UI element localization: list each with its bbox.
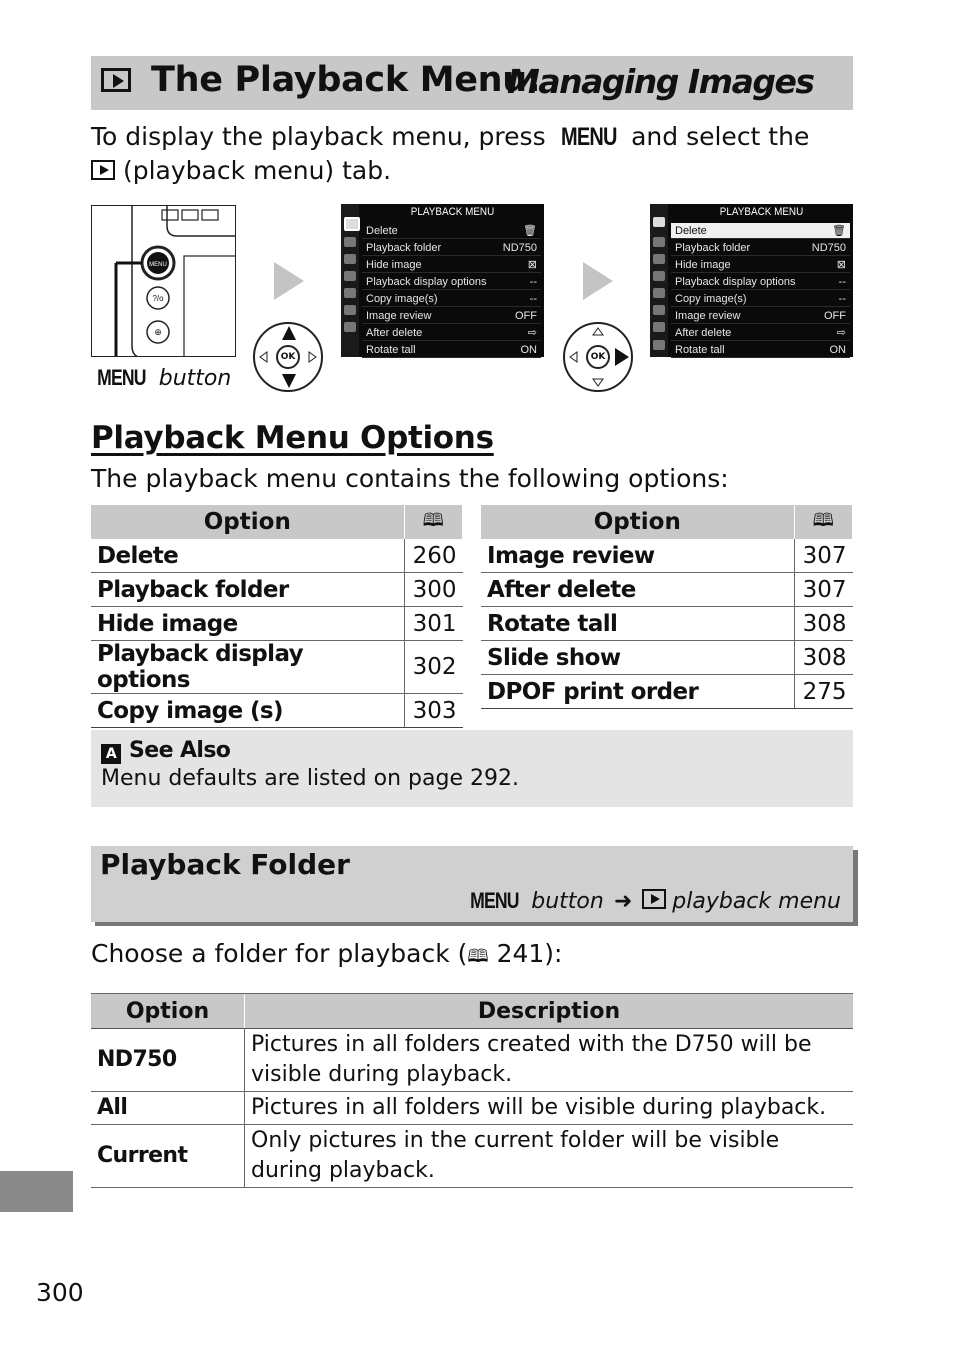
svg-text:MENU: MENU [149,262,167,268]
row-value: -- [529,293,537,305]
multi-selector-right [563,322,633,392]
row-label: Image review [366,310,432,322]
row-value: -- [529,276,537,288]
menu-row-display-options [671,274,850,290]
options-table-left [91,505,463,728]
table-header [481,505,853,539]
row-label: Hide image [366,259,422,271]
row-label: Rotate tall [366,344,416,356]
option-name: Image review [481,539,794,573]
my-menu-tab-icon [653,322,665,332]
option-page: 308 [794,607,852,641]
row-value: OFF [515,310,537,322]
menu-row-image-review [671,308,850,324]
menu-row-delete [671,223,850,239]
table-row [91,694,463,728]
row-label: Delete [366,225,398,237]
table-row [481,607,853,641]
option-name: ND750 [91,1029,245,1092]
options-table-right [481,505,853,709]
playback-tab-icon [642,889,666,909]
playback-folder-intro [91,937,562,974]
row-label: Playback display options [675,276,796,288]
row-value: ON [520,344,537,356]
menu-path-menu-name: playback menu [672,889,841,914]
multi-selector-up-down [253,322,323,392]
menu-row-hide-image [362,257,541,273]
movie-tab-icon [344,254,356,264]
playback-tab-icon [91,160,115,180]
menu-path-menu-word: MENU [469,888,519,913]
playback-icon [101,68,131,92]
ok-button-icon: OK [276,345,300,369]
book-icon: 🕮 [422,510,444,531]
row-label: Copy image(s) [675,293,747,305]
row-label: Image review [675,310,741,322]
arrow-right-icon: ➜ [613,889,633,914]
table-row [481,573,853,607]
table-row [91,641,463,694]
option-page: 303 [404,694,462,728]
svg-text:?/o: ?/o [152,294,164,303]
shooting-tab-icon [653,237,665,247]
book-icon: 🕮 [812,510,834,531]
option-name: Current [91,1125,245,1188]
option-page: 301 [404,607,462,641]
row-label: Delete [675,225,707,237]
custom-tab-icon [344,271,356,281]
table-row [91,1092,853,1125]
see-also-box [91,730,853,807]
box-shadow [853,850,858,926]
screen-header: PLAYBACK MENU [719,206,804,218]
table-row [91,573,463,607]
option-description: Pictures in all folders created with the D750 will be visible during playback. [245,1029,854,1092]
setup-tab-icon [653,288,665,298]
intro-text-3: (playback menu) tab. [115,156,392,185]
movie-tab-icon [653,254,665,264]
col-option: Option [91,505,404,539]
menu-button-label: MENU [560,123,617,151]
retouch-tab-icon [344,305,356,315]
row-label: After delete [366,327,423,339]
page-title: The Playback Menu: [151,60,541,100]
option-name: Hide image [91,607,404,641]
table-row [91,607,463,641]
option-name: Slide show [481,641,794,675]
playback-tab-icon [653,217,665,227]
caption-menu-word: MENU [97,365,146,390]
row-value: -- [838,276,846,288]
playback-folder-header-box [91,846,858,926]
section-heading-playback-folder: Playback Folder [100,848,350,881]
menu-path-button: button [524,889,604,914]
menu-row-rotate-tall [671,342,850,358]
page-number: 300 [36,1278,84,1307]
section-heading-options: Playback Menu Options [91,420,494,456]
row-label: After delete [675,327,732,339]
row-value: ⇨ [527,327,537,339]
custom-tab-icon [653,271,665,281]
option-page: 260 [404,539,462,573]
ok-button-icon: OK [586,345,610,369]
col-page [404,505,462,539]
shooting-tab-icon [344,237,356,247]
menu-row-after-delete [671,325,850,341]
intro-text-1: To display the playback menu, press [91,122,554,151]
option-description: Only pictures in the current folder will be visible during playback. [245,1125,854,1188]
option-page: 307 [794,573,852,607]
col-option: Option [481,505,794,539]
camera-screen-2 [650,204,853,357]
step-arrow-2 [583,262,613,300]
camera-screen-1 [341,204,544,357]
row-value: ND750 [502,242,537,254]
see-also-text: Menu defaults are listed on page 292. [101,766,519,791]
row-label: Playback display options [366,276,487,288]
menu-row-playback-folder [362,240,541,256]
pencil-icon: A [101,744,121,764]
folder-options-table [91,993,853,1188]
step-arrow-1 [274,262,304,300]
caption-button-word: button [151,366,232,391]
option-name: Playback folder [91,573,404,607]
playback-tab-icon [344,217,360,231]
table-row [481,675,853,709]
row-value: ⊠ [836,259,846,271]
row-value: ON [829,344,846,356]
option-name: Delete [91,539,404,573]
menu-path [464,888,842,914]
table-row [481,641,853,675]
table-header [91,505,463,539]
retouch-tab-icon [653,305,665,315]
row-value: 🗑 [523,225,537,237]
option-name: DPOF print order [481,675,794,709]
menu-row-image-review [362,308,541,324]
option-page: 275 [794,675,852,709]
chapter-side-tab [0,1171,73,1212]
row-label: Playback folder [675,242,751,254]
menu-row-display-options [362,274,541,290]
table-row [91,1125,853,1188]
box-shadow [95,922,858,926]
selector-outline-arrows [255,324,321,390]
option-page: 308 [794,641,852,675]
option-name: Playback display options [91,641,404,694]
page-title-italic: Managing Images [507,62,814,101]
row-value: ⊠ [527,259,537,271]
see-also-title-text: See Also [129,738,231,763]
table-row [481,539,853,573]
my-menu-tab-icon [344,322,356,332]
box-body [91,846,853,922]
screen-header: PLAYBACK MENU [410,206,495,218]
option-name: All [91,1092,245,1125]
camera-back-illustration [91,205,236,357]
row-label: Playback folder [366,242,442,254]
menu-row-playback-folder [671,240,850,256]
selector-outline-arrows [565,324,631,390]
setup-tab-icon [344,288,356,298]
menu-row-copy-images [671,291,850,307]
option-name: After delete [481,573,794,607]
book-icon: 🕮 [467,946,489,967]
intro-paragraph [91,120,831,188]
col-description: Description [245,994,854,1029]
option-page: 307 [794,539,852,573]
see-also-title [101,738,230,764]
option-page: 302 [404,641,462,694]
menu-row-copy-images [362,291,541,307]
row-label: Copy image(s) [366,293,438,305]
table-row [91,539,463,573]
row-value: ⇨ [836,327,846,339]
menu-row-hide-image [671,257,850,273]
row-label: Hide image [675,259,731,271]
intro-text: 241): [488,939,563,968]
camera-drawing [92,206,236,357]
option-page: 300 [404,573,462,607]
menu-row-rotate-tall [362,342,541,358]
menu-row-delete [362,223,541,239]
row-label: Rotate tall [675,344,725,356]
row-value: ND750 [811,242,846,254]
row-value: OFF [824,310,846,322]
row-value: 🗑 [832,225,846,237]
title-banner [91,56,853,110]
intro-text: Choose a folder for playback ( [91,939,468,968]
col-option: Option [91,994,245,1029]
svg-text:⊕: ⊕ [154,327,162,337]
col-page [794,505,852,539]
option-name: Rotate tall [481,607,794,641]
help-icon [653,340,665,350]
intro-text-2: and select the [623,122,810,151]
screen-sidebar [341,204,359,357]
options-intro: The playback menu contains the following options: [91,464,729,493]
menu-row-after-delete [362,325,541,341]
option-name: Copy image (s) [91,694,404,728]
menu-button-caption [91,365,231,391]
screen-sidebar [650,204,668,357]
option-description: Pictures in all folders will be visible during playback. [245,1092,854,1125]
row-value: -- [838,293,846,305]
table-row [91,1029,853,1092]
table-header [91,994,853,1029]
